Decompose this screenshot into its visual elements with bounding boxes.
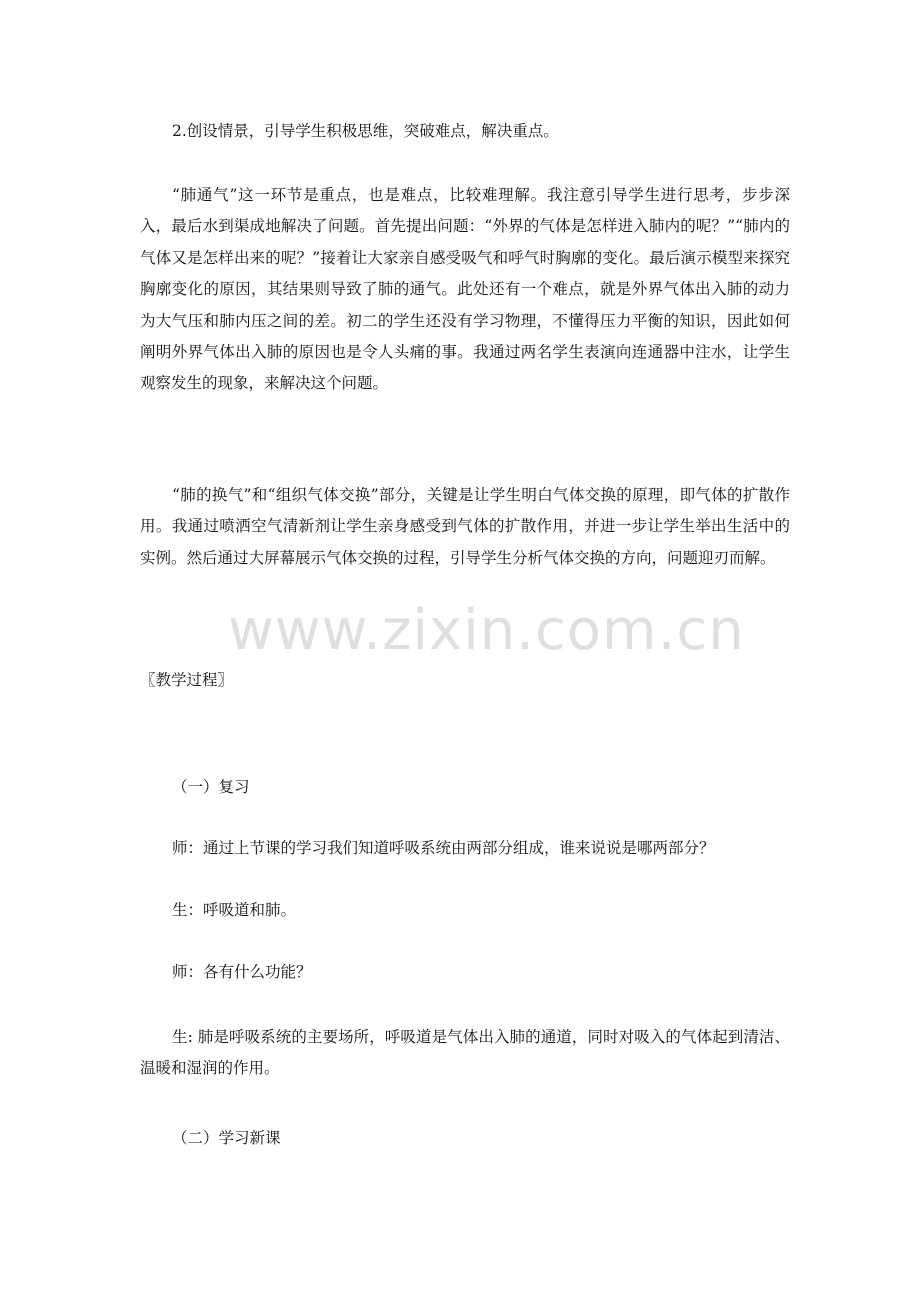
section-teaching-process: 〖教学过程〗 xyxy=(140,671,234,689)
subsection-review: （一）复习 xyxy=(172,778,250,796)
teacher-question-1: 师：通过上节课的学习我们知道呼吸系统由两部分组成，谁来说说是哪两部分？ xyxy=(172,839,715,857)
paragraph-gas-exchange: “肺的换气”和“组织气体交换”部分，关键是让学生明白气体交换的原理，即气体的扩散作用。我通过喷洒空气清新剂让学生亲身感受到气体的扩散作用，并进一步让学生举出生活中的实例。然后通过大屏幕展示气体交换的过程，引导学生分析气体交换的方向，问题迎刃而解。 xyxy=(140,486,790,567)
student-answer-1: 生：呼吸道和肺。 xyxy=(172,901,297,919)
heading-point-2: 2.创设情景，引导学生积极思维，突破难点，解决重点。 xyxy=(172,122,559,140)
subsection-new-lesson: （二）学习新课 xyxy=(172,1129,281,1147)
student-answer-2: 生: 肺是呼吸系统的主要场所，呼吸道是气体出入肺的通道，同时对吸入的气体起到清洁、温暖和湿润的作用。 xyxy=(140,1028,790,1078)
teacher-question-2: 师：各有什么功能？ xyxy=(172,963,312,981)
watermark: www.zixin.com.cn xyxy=(228,598,745,663)
paragraph-lung-ventilation: “肺通气”这一环节是重点，也是难点，比较难理解。我注意引导学生进行思考，步步深入，最后水到渠成地解决了问题。首先提出问题：“外界的气体是怎样进入肺内的呢？”“肺内的气体又是怎样出来的呢？”接着让大家亲自感受吸气和呼气时胸廓的变化。最后演示模型来探究胸廓变化的原因，其结果则导致了肺的通气。此处还有一个难点，就是外界气体出入肺的动力为大气压和肺内压之间的差。初二的学生还没有学习物理，不懂得压力平衡的知识，因此如何阐明外界气体出入肺的原因也是令人头痛的事。我通过两名学生表演向连通器中注水，让学生观察发生的现象，来解决这个问题。 xyxy=(140,186,790,393)
